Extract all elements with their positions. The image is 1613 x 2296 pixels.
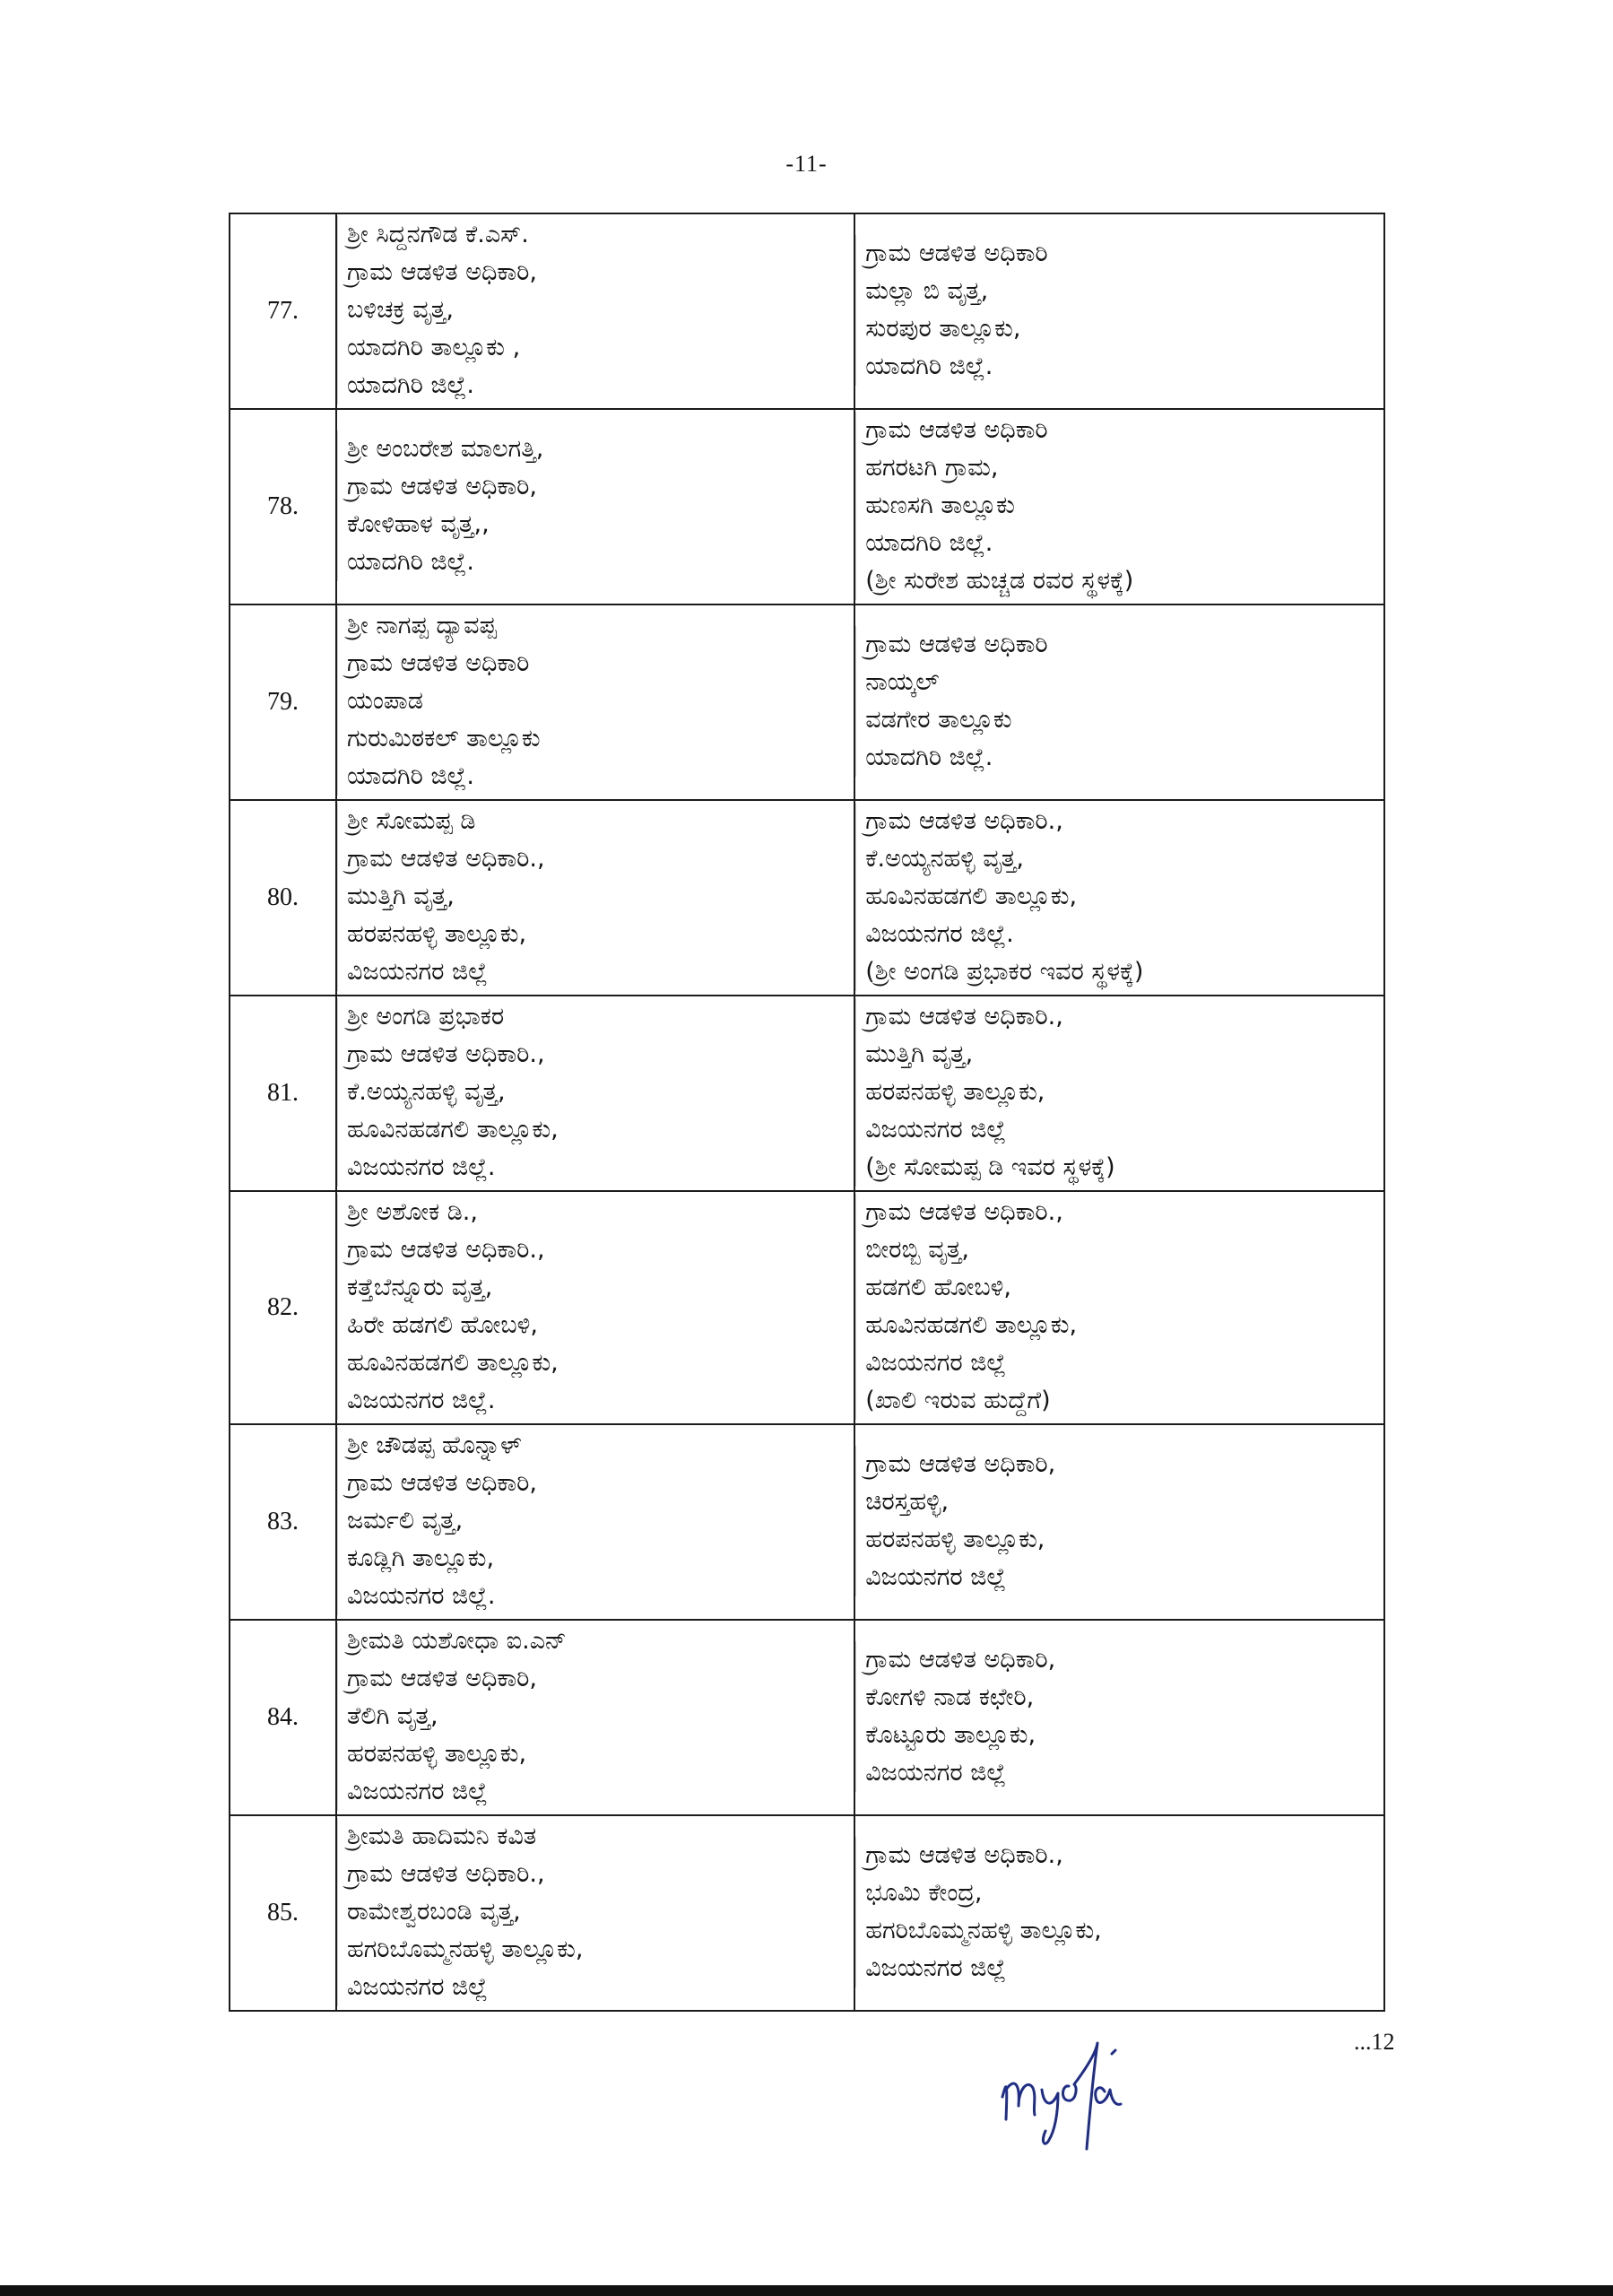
new-posting-line: ಹೂವಿನಹಡಗಲಿ ತಾಲ್ಲೂಕು,	[855, 878, 1383, 916]
table-row	[230, 996, 1384, 1191]
new-posting-lines	[855, 996, 1383, 1190]
new-posting-line: ನಾಯ್ಕಲ್	[855, 664, 1383, 701]
current-posting-line: ವಿಜಯನಗರ ಜಿಲ್ಲೆ.	[337, 1578, 854, 1615]
new-posting-line: ಕೋಗಳಿ ನಾಡ ಕಛೇರಿ,	[855, 1679, 1383, 1717]
current-posting-line: ಶ್ರೀ ಚೌಡಪ್ಪ ಹೊನ್ನಾಳ್	[337, 1427, 854, 1465]
serial-number-cell: 77.	[230, 213, 336, 409]
current-posting-line: ಗ್ರಾಮ ಆಡಳಿತ ಅಧಿಕಾರಿ	[337, 645, 854, 683]
new-posting-line: ಗ್ರಾಮ ಆಡಳಿತ ಅಧಿಕಾರಿ.,	[855, 1837, 1383, 1874]
new-posting-line: ಕೊಟ್ಟೂರು ತಾಲ್ಲೂಕು,	[855, 1717, 1383, 1754]
current-posting-line: ಜರ್ಮಲಿ ವೃತ್ತ,	[337, 1502, 854, 1540]
current-posting-line: ಹೂವಿನಹಡಗಲಿ ತಾಲ್ಲೂಕು,	[337, 1111, 854, 1149]
current-posting-lines	[337, 996, 854, 1190]
new-posting-line: ಹಗರಟಗಿ ಗ್ರಾಮ,	[855, 449, 1383, 487]
new-posting-line: ಗ್ರಾಮ ಆಡಳಿತ ಅಧಿಕಾರಿ,	[855, 1641, 1383, 1679]
new-posting-line: ಹಗರಿಬೊಮ್ಮನಹಳ್ಳಿ ತಾಲ್ಲೂಕು,	[855, 1912, 1383, 1950]
transfer-table-container	[229, 213, 1385, 2012]
current-posting-cell	[336, 996, 854, 1191]
current-posting-lines	[337, 1816, 854, 2010]
current-posting-lines	[337, 801, 854, 995]
table-row	[230, 1815, 1384, 2011]
serial-number-cell: 79.	[230, 604, 336, 800]
new-posting-line: (ಶ್ರೀ ಸುರೇಶ ಹುಚ್ಚಡ ರವರ ಸ್ಥಳಕ್ಕೆ)	[855, 562, 1383, 600]
transfer-table-body	[230, 213, 1384, 2011]
current-posting-line: ಶ್ರೀ ನಾಗಪ್ಪ ದ್ಯಾವಪ್ಪ	[337, 607, 854, 645]
current-posting-line: ಹೂವಿನಹಡಗಲಿ ತಾಲ್ಲೂಕು,	[337, 1344, 854, 1382]
current-posting-line: ವಿಜಯನಗರ ಜಿಲ್ಲೆ.	[337, 1149, 854, 1187]
current-posting-lines	[337, 429, 854, 585]
new-posting-cell	[854, 1424, 1384, 1620]
new-posting-line: ಮುತ್ತಿಗಿ ವೃತ್ತ,	[855, 1036, 1383, 1074]
scan-bottom-edge	[0, 2285, 1613, 2296]
new-posting-line: ವಿಜಯನಗರ ಜಿಲ್ಲೆ	[855, 1111, 1383, 1149]
current-posting-line: ಹಿರೇ ಹಡಗಲಿ ಹೋಬಳಿ,	[337, 1307, 854, 1344]
table-row	[230, 1620, 1384, 1815]
current-posting-line: ಶ್ರೀ ಅಂಬರೇಶ ಮಾಲಗತ್ತಿ,	[337, 430, 854, 468]
current-posting-line: ಗ್ರಾಮ ಆಡಳಿತ ಅಧಿಕಾರಿ,	[337, 468, 854, 506]
new-posting-line: ಯಾದಗಿರಿ ಜಿಲ್ಲೆ.	[855, 348, 1383, 386]
new-posting-line: ಗ್ರಾಮ ಆಡಳಿತ ಅಧಿಕಾರಿ.,	[855, 998, 1383, 1036]
new-posting-cell	[854, 1620, 1384, 1815]
serial-number-cell: 81.	[230, 996, 336, 1191]
current-posting-line: ಕೂಡ್ಲಿಗಿ ತಾಲ್ಲೂಕು,	[337, 1540, 854, 1578]
new-posting-cell	[854, 604, 1384, 800]
table-row	[230, 604, 1384, 800]
new-posting-cell	[854, 800, 1384, 996]
current-posting-line: ವಿಜಯನಗರ ಜಿಲ್ಲೆ	[337, 953, 854, 991]
new-posting-line: ಯಾದಗಿರಿ ಜಿಲ್ಲೆ.	[855, 525, 1383, 562]
new-posting-line: ಕೆ.ಅಯ್ಯನಹಳ್ಳಿ ವೃತ್ತ,	[855, 840, 1383, 878]
new-posting-line: ವಿಜಯನಗರ ಜಿಲ್ಲೆ.	[855, 916, 1383, 953]
current-posting-line: ಹಗರಿಬೊಮ್ಮನಹಳ್ಳಿ ತಾಲ್ಲೂಕು,	[337, 1931, 854, 1969]
current-posting-line: ಶ್ರೀಮತಿ ಯಶೋಧಾ ಐ.ಎನ್	[337, 1622, 854, 1660]
current-posting-line: ಯಂಪಾಡ	[337, 683, 854, 720]
current-posting-line: ಯಾದಗಿರಿ ಜಿಲ್ಲೆ.	[337, 758, 854, 796]
current-posting-cell	[336, 1191, 854, 1424]
signature-icon	[986, 2034, 1148, 2160]
new-posting-lines	[855, 1444, 1383, 1600]
current-posting-cell	[336, 1815, 854, 2011]
new-posting-cell	[854, 1191, 1384, 1424]
table-row	[230, 213, 1384, 409]
new-posting-line: (ಖಾಲಿ ಇರುವ ಹುದ್ದೆಗೆ)	[855, 1382, 1383, 1420]
serial-number-cell: 80.	[230, 800, 336, 996]
current-posting-line: ಶ್ರೀಮತಿ ಹಾದಿಮನಿ ಕವಿತ	[337, 1818, 854, 1856]
current-posting-line: ಶ್ರೀ ಅಶೋಕ ಡಿ.,	[337, 1194, 854, 1231]
new-posting-line: ಗ್ರಾಮ ಆಡಳಿತ ಅಧಿಕಾರಿ	[855, 626, 1383, 664]
current-posting-line: ಶ್ರೀ ಸಿದ್ದನಗೌಡ ಕೆ.ಎಸ್.	[337, 216, 854, 254]
new-posting-line: (ಶ್ರೀ ಸೋಮಪ್ಪ ಡಿ ಇವರ ಸ್ಥಳಕ್ಕೆ)	[855, 1149, 1383, 1187]
serial-number-cell: 85.	[230, 1815, 336, 2011]
current-posting-line: ಗ್ರಾಮ ಆಡಳಿತ ಅಧಿಕಾರಿ.,	[337, 840, 854, 878]
current-posting-line: ಕೋಳಿಹಾಳ ವೃತ್ತ,,	[337, 506, 854, 544]
current-posting-cell	[336, 213, 854, 409]
new-posting-cell	[854, 1815, 1384, 2011]
new-posting-line: ಮಲ್ಲಾ ಬಿ ವೃತ್ತ,	[855, 273, 1383, 310]
serial-number-cell: 84.	[230, 1620, 336, 1815]
new-posting-lines	[855, 1639, 1383, 1796]
current-posting-line: ಯಾದಗಿರಿ ತಾಲ್ಲೂಕು ,	[337, 329, 854, 367]
new-posting-line: (ಶ್ರೀ ಅಂಗಡಿ ಪ್ರಭಾಕರ ಇವರ ಸ್ಥಳಕ್ಕೆ)	[855, 953, 1383, 991]
new-posting-lines	[855, 1835, 1383, 1991]
new-posting-lines	[855, 624, 1383, 780]
current-posting-line: ವಿಜಯನಗರ ಜಿಲ್ಲೆ.	[337, 1382, 854, 1420]
table-row	[230, 409, 1384, 604]
new-posting-cell	[854, 409, 1384, 604]
current-posting-line: ಶ್ರೀ ಅಂಗಡಿ ಪ್ರಭಾಕರ	[337, 998, 854, 1036]
current-posting-lines	[337, 214, 854, 408]
current-posting-line: ಹರಪನಹಳ್ಳಿ ತಾಲ್ಲೂಕು,	[337, 916, 854, 953]
current-posting-line: ಹರಪನಹಳ್ಳಿ ತಾಲ್ಲೂಕು,	[337, 1735, 854, 1773]
current-posting-line: ಬಳಿಚಕ್ರ ವೃತ್ತ,	[337, 291, 854, 329]
new-posting-line: ಸುರಪುರ ತಾಲ್ಲೂಕು,	[855, 310, 1383, 348]
new-posting-line: ಭೂಮಿ ಕೇಂದ್ರ,	[855, 1874, 1383, 1912]
table-row	[230, 1424, 1384, 1620]
current-posting-line: ಗ್ರಾಮ ಆಡಳಿತ ಅಧಿಕಾರಿ,	[337, 254, 854, 291]
current-posting-line: ಯಾದಗಿರಿ ಜಿಲ್ಲೆ.	[337, 367, 854, 404]
current-posting-line: ಕೆ.ಅಯ್ಯನಹಳ್ಳಿ ವೃತ್ತ,	[337, 1074, 854, 1111]
new-posting-lines	[855, 1192, 1383, 1423]
current-posting-line: ಗುರುಮಿಠಕಲ್ ತಾಲ್ಲೂಕು	[337, 720, 854, 758]
current-posting-line: ಗ್ರಾಮ ಆಡಳಿತ ಅಧಿಕಾರಿ,	[337, 1465, 854, 1502]
continuation-marker: ...12	[1354, 2029, 1395, 2055]
current-posting-line: ಮುತ್ತಿಗಿ ವೃತ್ತ,	[337, 878, 854, 916]
new-posting-line: ಚಿರಸ್ತಹಳ್ಳಿ,	[855, 1483, 1383, 1521]
current-posting-line: ಕತ್ತೆಬೆನ್ನೂರು ವೃತ್ತ,	[337, 1269, 854, 1307]
new-posting-line: ವಿಜಯನಗರ ಜಿಲ್ಲೆ	[855, 1559, 1383, 1596]
current-posting-line: ವಿಜಯನಗರ ಜಿಲ್ಲೆ	[337, 1969, 854, 2006]
new-posting-line: ಗ್ರಾಮ ಆಡಳಿತ ಅಧಿಕಾರಿ.,	[855, 1194, 1383, 1231]
new-posting-line: ವಿಜಯನಗರ ಜಿಲ್ಲೆ	[855, 1344, 1383, 1382]
current-posting-lines	[337, 1192, 854, 1423]
new-posting-cell	[854, 996, 1384, 1191]
new-posting-line: ಹೂವಿನಹಡಗಲಿ ತಾಲ್ಲೂಕು,	[855, 1307, 1383, 1344]
new-posting-lines	[855, 410, 1383, 604]
new-posting-line: ಗ್ರಾಮ ಆಡಳಿತ ಅಧಿಕಾರಿ.,	[855, 803, 1383, 840]
new-posting-line: ವಡಗೇರ ತಾಲ್ಲೂಕು	[855, 701, 1383, 739]
current-posting-line: ಗ್ರಾಮ ಆಡಳಿತ ಅಧಿಕಾರಿ.,	[337, 1856, 854, 1893]
table-row	[230, 1191, 1384, 1424]
new-posting-line: ವಿಜಯನಗರ ಜಿಲ್ಲೆ	[855, 1950, 1383, 1987]
new-posting-line: ಬೀರಬ್ಬಿ ವೃತ್ತ,	[855, 1231, 1383, 1269]
current-posting-line: ಗ್ರಾಮ ಆಡಳಿತ ಅಧಿಕಾರಿ.,	[337, 1231, 854, 1269]
current-posting-line: ಯಾದಗಿರಿ ಜಿಲ್ಲೆ.	[337, 544, 854, 581]
serial-number-cell: 78.	[230, 409, 336, 604]
new-posting-line: ವಿಜಯನಗರ ಜಿಲ್ಲೆ	[855, 1754, 1383, 1792]
serial-number-cell: 83.	[230, 1424, 336, 1620]
new-posting-line: ಹುಣಸಗಿ ತಾಲ್ಲೂಕು	[855, 487, 1383, 525]
current-posting-cell	[336, 1424, 854, 1620]
current-posting-cell	[336, 409, 854, 604]
current-posting-line: ವಿಜಯನಗರ ಜಿಲ್ಲೆ	[337, 1773, 854, 1811]
current-posting-lines	[337, 1425, 854, 1619]
new-posting-line: ಗ್ರಾಮ ಆಡಳಿತ ಅಧಿಕಾರಿ	[855, 412, 1383, 449]
current-posting-cell	[336, 604, 854, 800]
new-posting-line: ಗ್ರಾಮ ಆಡಳಿತ ಅಧಿಕಾರಿ	[855, 235, 1383, 273]
current-posting-line: ಶ್ರೀ ಸೋಮಪ್ಪ ಡಿ	[337, 803, 854, 840]
current-posting-cell	[336, 800, 854, 996]
new-posting-line: ಯಾದಗಿರಿ ಜಿಲ್ಲೆ.	[855, 739, 1383, 777]
new-posting-lines	[855, 233, 1383, 389]
new-posting-line: ಗ್ರಾಮ ಆಡಳಿತ ಅಧಿಕಾರಿ,	[855, 1446, 1383, 1483]
new-posting-line: ಹರಪನಹಳ್ಳಿ ತಾಲ್ಲೂಕು,	[855, 1521, 1383, 1559]
current-posting-lines	[337, 1621, 854, 1814]
current-posting-line: ತೆಲಿಗಿ ವೃತ್ತ,	[337, 1698, 854, 1735]
page-number: -11-	[785, 151, 828, 177]
current-posting-line: ಗ್ರಾಮ ಆಡಳಿತ ಅಧಿಕಾರಿ.,	[337, 1036, 854, 1074]
current-posting-cell	[336, 1620, 854, 1815]
transfer-table	[229, 213, 1385, 2012]
serial-number-cell: 82.	[230, 1191, 336, 1424]
current-posting-line: ರಾಮೇಶ್ವರಬಂಡಿ ವೃತ್ತ,	[337, 1893, 854, 1931]
current-posting-lines	[337, 605, 854, 799]
current-posting-line: ಗ್ರಾಮ ಆಡಳಿತ ಅಧಿಕಾರಿ,	[337, 1660, 854, 1698]
new-posting-cell	[854, 213, 1384, 409]
new-posting-line: ಹಡಗಲಿ ಹೋಬಳಿ,	[855, 1269, 1383, 1307]
new-posting-line: ಹರಪನಹಳ್ಳಿ ತಾಲ್ಲೂಕು,	[855, 1074, 1383, 1111]
table-row	[230, 800, 1384, 996]
new-posting-lines	[855, 801, 1383, 995]
